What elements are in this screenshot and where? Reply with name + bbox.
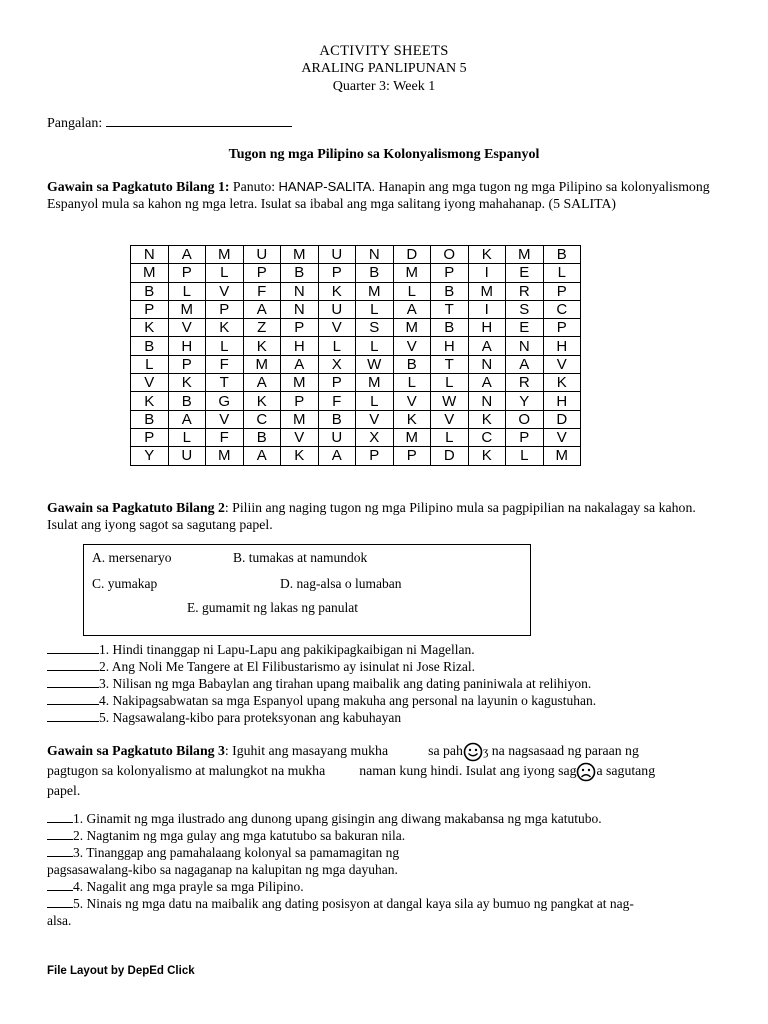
grid-cell[interactable]: B (431, 282, 469, 300)
grid-cell[interactable]: F (318, 392, 356, 410)
choice-d: D. nag-alsa o lumaban (280, 576, 402, 591)
grid-cell[interactable]: Y (131, 447, 169, 465)
grid-cell[interactable]: K (243, 392, 281, 410)
grid-cell[interactable]: D (393, 246, 431, 264)
grid-cell[interactable]: K (468, 410, 506, 428)
activity3-label: Gawain sa Pagkatuto Bilang 3 (47, 743, 225, 759)
grid-cell[interactable]: V (281, 428, 319, 446)
grid-cell[interactable]: T (431, 355, 469, 373)
grid-cell[interactable]: O (431, 246, 469, 264)
grid-cell[interactable]: P (281, 319, 319, 337)
grid-cell[interactable]: W (431, 392, 469, 410)
grid-cell[interactable]: V (543, 355, 581, 373)
grid-cell[interactable]: R (506, 374, 544, 392)
answer-blank[interactable] (47, 844, 73, 857)
item-text: 4. Nakipagsabwatan sa mga Espanyol upang makuha ang personal na layunin o kagustuhan. (99, 693, 597, 708)
grid-cell[interactable]: N (131, 246, 169, 264)
grid-cell[interactable]: H (543, 392, 581, 410)
answer-blank[interactable] (47, 692, 99, 705)
grid-cell[interactable]: N (356, 246, 394, 264)
grid-cell[interactable]: M (506, 246, 544, 264)
grid-cell[interactable]: V (168, 319, 206, 337)
answer-blank[interactable] (47, 810, 73, 823)
grid-cell[interactable]: P (243, 264, 281, 282)
grid-cell[interactable]: L (431, 374, 469, 392)
grid-cell[interactable]: M (393, 264, 431, 282)
grid-row (131, 264, 581, 282)
grid-cell[interactable]: L (206, 337, 244, 355)
grid-cell[interactable]: B (131, 282, 169, 300)
activity1-text-c: Hanapin ang mga tugon ng mga Pilipino sa kolonyalismong Espanyol mula sa kahon ng mga letra. Isulat sa ibabal ang mga salitang iyong mahahanap. (5 SALITA) (47, 179, 710, 211)
grid-cell[interactable]: B (318, 410, 356, 428)
grid-cell[interactable]: P (431, 264, 469, 282)
grid-cell[interactable]: E (506, 319, 544, 337)
grid-cell[interactable]: B (393, 355, 431, 373)
grid-cell[interactable]: B (131, 410, 169, 428)
choice-b: B. tumakas at namundok (233, 550, 368, 565)
answer-blank[interactable] (47, 895, 73, 908)
grid-cell[interactable]: L (543, 264, 581, 282)
grid-cell[interactable]: P (543, 282, 581, 300)
grid-cell[interactable]: V (393, 337, 431, 355)
grid-cell[interactable]: A (468, 374, 506, 392)
grid-cell[interactable]: M (281, 410, 319, 428)
grid-cell[interactable]: D (543, 410, 581, 428)
grid-cell[interactable]: P (318, 264, 356, 282)
grid-cell[interactable]: L (393, 374, 431, 392)
grid-cell[interactable]: I (468, 264, 506, 282)
grid-cell[interactable]: P (168, 355, 206, 373)
answer-blank[interactable] (47, 658, 99, 671)
a3-item-2 (47, 827, 405, 844)
name-blank[interactable] (106, 112, 292, 127)
grid-cell[interactable]: A (243, 300, 281, 318)
grid-cell[interactable]: K (468, 246, 506, 264)
grid-cell[interactable]: V (318, 319, 356, 337)
activity3-instructions: Gawain sa Pagkatuto Bilang 3: Iguhit ang masayang mukha sa pah ʒ na nagsasaad ng paraan ng pagtugon sa kolonyalismo at malungkot na mukha naman kung hindi. Isulat ang iyong sag a sagutang papel. (47, 742, 727, 800)
grid-cell[interactable]: F (243, 282, 281, 300)
activity3-text-1c: na nagsasaad ng paraan ng (491, 743, 639, 759)
grid-cell[interactable]: P (506, 428, 544, 446)
footer-credit: File Layout by DepEd Click (47, 965, 195, 977)
a3-item-5 (47, 895, 634, 912)
grid-cell[interactable]: A (243, 447, 281, 465)
activity3-text-2a: pagtugon sa kolonyalismo at malungkot na mukha (47, 763, 326, 779)
grid-cell[interactable]: L (168, 428, 206, 446)
grid-cell[interactable]: M (281, 246, 319, 264)
answer-blank[interactable] (47, 641, 99, 654)
activity2-text: : Piliin ang naging tugon ng mga Pilipino mula sa pagpipilian na nakalagay sa kahon. Isulat ang iyong sagot sa sagutang papel. (47, 500, 696, 532)
happy-face-icon (463, 742, 483, 762)
grid-row (131, 428, 581, 446)
grid-cell[interactable]: M (206, 246, 244, 264)
activity2-label: Gawain sa Pagkatuto Bilang 2 (47, 500, 225, 515)
grid-cell[interactable]: V (393, 392, 431, 410)
choice-a: A. mersenaryo (92, 550, 172, 565)
answer-blank[interactable] (47, 709, 99, 722)
grid-cell[interactable]: X (356, 428, 394, 446)
name-label: Pangalan: (47, 116, 103, 131)
answer-blank[interactable] (47, 827, 73, 840)
grid-cell[interactable]: H (468, 319, 506, 337)
grid-cell[interactable]: Z (243, 319, 281, 337)
grid-cell[interactable]: V (206, 410, 244, 428)
grid-cell[interactable]: F (206, 355, 244, 373)
grid-cell[interactable]: P (206, 300, 244, 318)
grid-cell[interactable]: P (543, 319, 581, 337)
grid-cell[interactable]: P (318, 374, 356, 392)
subject-title: ARALING PANLIPUNAN 5 (301, 61, 467, 76)
sheet-title: ACTIVITY SHEETS (319, 43, 449, 59)
grid-cell[interactable]: M (468, 282, 506, 300)
grid-cell[interactable]: B (168, 392, 206, 410)
grid-cell[interactable]: G (206, 392, 244, 410)
grid-cell[interactable]: M (206, 447, 244, 465)
grid-cell[interactable]: N (281, 300, 319, 318)
grid-cell[interactable]: S (506, 300, 544, 318)
activity1-text-a: Panuto: (229, 179, 279, 194)
grid-cell[interactable]: M (356, 282, 394, 300)
grid-cell[interactable]: A (168, 410, 206, 428)
grid-cell[interactable]: R (506, 282, 544, 300)
grid-cell[interactable]: V (356, 410, 394, 428)
grid-cell[interactable]: P (281, 392, 319, 410)
grid-cell[interactable]: L (431, 428, 469, 446)
answer-blank[interactable] (47, 675, 99, 688)
grid-cell[interactable]: B (356, 264, 394, 282)
grid-cell[interactable]: M (393, 428, 431, 446)
grid-cell[interactable]: A (468, 337, 506, 355)
grid-cell[interactable]: M (131, 264, 169, 282)
grid-cell[interactable]: A (318, 447, 356, 465)
answer-blank[interactable] (47, 878, 73, 891)
grid-cell[interactable]: C (468, 428, 506, 446)
grid-cell[interactable]: H (431, 337, 469, 355)
grid-cell[interactable]: F (206, 428, 244, 446)
choices-box (83, 544, 531, 636)
grid-cell[interactable]: P (131, 300, 169, 318)
grid-cell[interactable]: L (356, 300, 394, 318)
grid-cell[interactable]: Y (506, 392, 544, 410)
grid-cell[interactable]: M (243, 355, 281, 373)
grid-row (131, 374, 581, 392)
grid-row (131, 282, 581, 300)
grid-cell[interactable]: N (506, 337, 544, 355)
grid-cell[interactable]: M (168, 300, 206, 318)
activity1-instructions (47, 178, 727, 212)
grid-row (131, 246, 581, 264)
a3-item-3 (47, 844, 399, 861)
grid-cell[interactable]: B (543, 246, 581, 264)
grid-cell[interactable]: U (168, 447, 206, 465)
a2-item-1 (47, 641, 475, 658)
grid-cell[interactable]: K (318, 282, 356, 300)
grid-cell[interactable]: L (393, 282, 431, 300)
name-field-row (47, 112, 292, 132)
grid-cell[interactable]: A (506, 355, 544, 373)
grid-cell[interactable]: V (206, 282, 244, 300)
grid-cell[interactable]: L (356, 337, 394, 355)
a2-item-5 (47, 709, 401, 726)
grid-cell[interactable]: K (131, 392, 169, 410)
grid-cell[interactable]: M (356, 374, 394, 392)
choice-c: C. yumakap (92, 576, 158, 591)
grid-cell[interactable]: K (281, 447, 319, 465)
grid-cell[interactable]: K (543, 374, 581, 392)
grid-row (131, 319, 581, 337)
grid-cell[interactable]: V (431, 410, 469, 428)
topic-title: Tugon ng mga Pilipino sa Kolonyalismong Espanyol (228, 147, 540, 162)
grid-cell[interactable]: P (131, 428, 169, 446)
grid-cell[interactable]: P (393, 447, 431, 465)
grid-cell[interactable]: V (543, 428, 581, 446)
grid-cell[interactable]: U (318, 428, 356, 446)
grid-cell[interactable]: H (543, 337, 581, 355)
grid-cell[interactable]: B (243, 428, 281, 446)
grid-cell[interactable]: X (318, 355, 356, 373)
activity1-label: Gawain sa Pagkatuto Bilang 1: (47, 179, 230, 194)
grid-cell[interactable]: L (206, 264, 244, 282)
grid-cell[interactable]: B (431, 319, 469, 337)
grid-row (131, 392, 581, 410)
item-text: 1. Hindi tinanggap ni Lapu-Lapu ang pakikipagkaibigan ni Magellan. (99, 642, 475, 657)
grid-row (131, 337, 581, 355)
grid-cell[interactable]: K (468, 447, 506, 465)
grid-cell[interactable]: L (168, 282, 206, 300)
grid-cell[interactable]: D (431, 447, 469, 465)
grid-cell[interactable]: M (281, 374, 319, 392)
grid-cell[interactable]: H (281, 337, 319, 355)
grid-cell[interactable]: P (356, 447, 394, 465)
activity3-text-3: papel. (47, 783, 81, 798)
activity3-text-1b: sa pah (428, 743, 463, 759)
activity3-text-1a: : Iguhit ang masayang mukha (224, 743, 389, 759)
grid-cell[interactable]: M (393, 319, 431, 337)
grid-cell[interactable]: L (318, 337, 356, 355)
a2-item-3 (47, 675, 591, 692)
grid-row (131, 300, 581, 318)
grid-row (131, 355, 581, 373)
grid-row (131, 447, 581, 465)
grid-cell[interactable]: A (168, 246, 206, 264)
a3-item-3-cont: pagsasawalang-kibo sa nagaganap na kalupitan ng mga dayuhan. (47, 862, 398, 877)
grid-cell[interactable]: B (281, 264, 319, 282)
grid-cell[interactable]: A (243, 374, 281, 392)
item-text: 3. Tinanggap ang pamahalaang kolonyal sa pamamagitan ng (73, 845, 400, 860)
grid-cell[interactable]: K (393, 410, 431, 428)
grid-cell[interactable]: K (168, 374, 206, 392)
grid-cell[interactable]: P (168, 264, 206, 282)
a3-item-5-cont: alsa. (47, 913, 72, 928)
grid-cell[interactable]: U (318, 300, 356, 318)
grid-cell[interactable]: E (506, 264, 544, 282)
choice-e: E. gumamit ng lakas ng panulat (187, 600, 358, 615)
activity2-instructions (47, 499, 727, 533)
activity3-text-2b: naman kung hindi. Isulat ang iyong sag (359, 763, 577, 779)
grid-row (131, 410, 581, 428)
grid-cell[interactable]: L (506, 447, 544, 465)
grid-cell[interactable]: N (468, 392, 506, 410)
item-text: 5. Nagsawalang-kibo para proteksyonan ang kabuhayan (99, 710, 402, 725)
a3-item-1 (47, 810, 602, 827)
grid-cell[interactable]: K (243, 337, 281, 355)
grid-cell[interactable]: K (206, 319, 244, 337)
a3-item-4 (47, 878, 304, 895)
grid-cell[interactable]: S (356, 319, 394, 337)
grid-cell[interactable]: W (356, 355, 394, 373)
grid-cell[interactable]: N (281, 282, 319, 300)
a2-item-2 (47, 658, 475, 675)
item-text: 2. Nagtanim ng mga gulay ang mga katutubo sa bakuran nila. (73, 828, 406, 843)
grid-cell[interactable]: I (468, 300, 506, 318)
grid-cell[interactable]: H (168, 337, 206, 355)
grid-cell[interactable]: O (506, 410, 544, 428)
grid-cell[interactable]: A (393, 300, 431, 318)
grid-cell[interactable]: N (468, 355, 506, 373)
item-text: 4. Nagalit ang mga prayle sa mga Pilipino. (73, 879, 304, 894)
grid-cell[interactable]: B (131, 337, 169, 355)
item-text: 5. Ninais ng mga datu na maibalik ang dating posisyon at dangal kaya sila ay bumuo ng pangkat at nag- (73, 896, 634, 911)
activity3-text-2c: a sagutang (596, 763, 656, 779)
quarter-week: Quarter 3: Week 1 (332, 79, 436, 94)
sad-face-icon (576, 762, 596, 782)
a2-item-4 (47, 692, 596, 709)
grid-cell[interactable]: T (431, 300, 469, 318)
item-text: 2. Ang Noli Me Tangere at El Filibustarismo ay isinulat ni Jose Rizal. (99, 659, 476, 674)
grid-cell[interactable]: L (131, 355, 169, 373)
grid-cell[interactable]: K (131, 319, 169, 337)
word-search-grid (130, 245, 581, 466)
item-text: 1. Ginamit ng mga ilustrado ang dunong upang gisingin ang diwang makabansa ng mga katutubo. (73, 811, 602, 826)
item-text: 3. Nilisan ng mga Babaylan ang tirahan upang maibalik ang dating paniniwala at relihiyon. (99, 676, 592, 691)
activity1-text-b: HANAP-SALITA. (278, 179, 376, 194)
grid-cell[interactable]: L (356, 392, 394, 410)
grid-cell[interactable]: C (243, 410, 281, 428)
grid-cell[interactable]: U (243, 246, 281, 264)
grid-cell[interactable]: M (543, 447, 581, 465)
grid-cell[interactable]: A (281, 355, 319, 373)
grid-cell[interactable]: V (131, 374, 169, 392)
grid-cell[interactable]: U (318, 246, 356, 264)
grid-cell[interactable]: C (543, 300, 581, 318)
grid-cell[interactable]: T (206, 374, 244, 392)
